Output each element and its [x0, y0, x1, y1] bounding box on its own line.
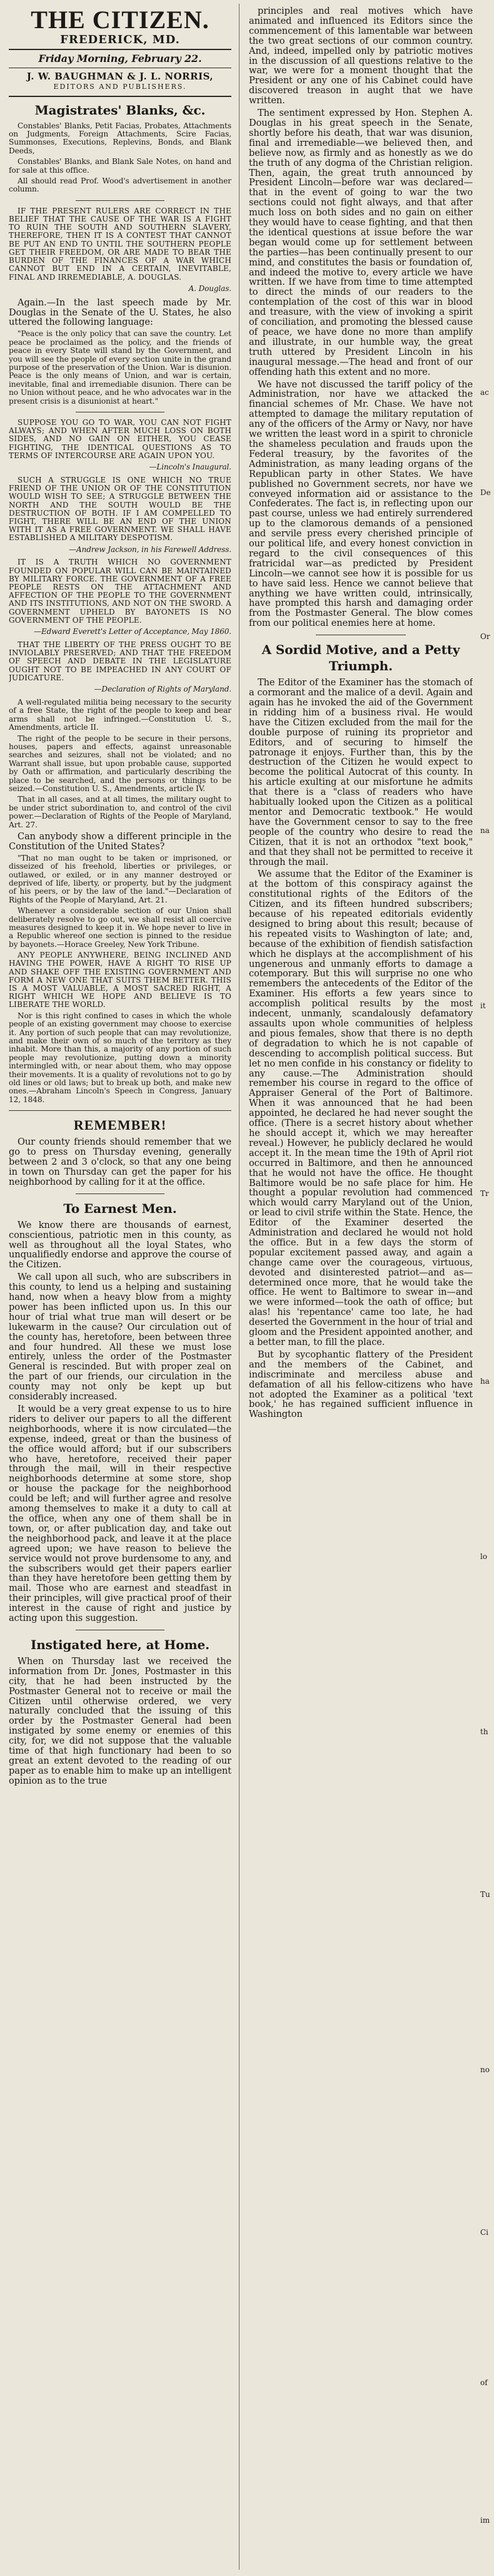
- edge-fragment: ac: [480, 388, 489, 397]
- liberty-press-signature: —Declaration of Rights of Maryland.: [94, 684, 231, 693]
- masthead-rule: [9, 49, 231, 50]
- magistrates-heading: Magistrates' Blanks, &c.: [34, 102, 206, 118]
- freeman-quote: "That no man ought to be taken or imprisoned, or disseized of his freehold, liberties or privileges, or outlawed, or exiled, or in any manner destroyed or deprived of life, liberty, or property, but by the judgment of his peers, or by the law of the land."—Declaration of Rights of the People of Maryland, Art. 21.: [9, 853, 231, 904]
- everett-quote: IT IS A TRUTH WHICH NO GOVERNMENT FOUNDED ON POPULAR WILL CAN BE MAINTAINED BY MILITARY FORCE. THE GOVERNMENT OF A FREE PEOPLE RESTS ON THE ATTACHMENT AND AFFECTION OF THE PEOPLE TO THE GOVERNMENT AND ITS INSTITUTIONS, AND NOT ON THE SWORD. A GOVERNMENT UPHELD BY BAYONETS IS NO GOVERNMENT OF THE PEOPLE.: [9, 558, 231, 625]
- militia-quote: A well-regulated militia being necessary to the security of a free State, the right of the people to keep and bear arms shall not be infringed.—Constitution U. S., Amendments, article II.: [9, 697, 231, 732]
- sordid-heading: A Sordid Motive, and a Petty Triumph.: [261, 642, 460, 674]
- douglas-senate-quote: "Peace is the only policy that can save the country. Let peace be proclaimed as the policy, and the friends of peace in every State will stand by the Government, and you will see the people of every section unite in the grand purpose of the preservation of the Union. War is disunion. Peace is the only means of Union, and war is certain, inevitable, final and irremediable disunion. There can be no Union without peace, and he who advocates war in the present crisis is a disunionist at heart.": [9, 329, 231, 406]
- liberty-press-quote: THAT THE LIBERTY OF THE PRESS OUGHT TO BE INVIOLABLY PRESERVED; AND THAT THE FREEDOM OF SPEECH AND DEBATE IN THE LEGISLATURE OUGHT NOT TO BE IMPEACHED IN ANY COURT OF JUDICATURE.: [9, 640, 231, 682]
- houses-quote: The right of the people to be secure in their persons, houses, papers and effects, against unreasonable searches and seizures, shall not be violated; and no Warrant shall issue, but upon probable cause, supported by Oath or affirmation, and particularly describing the place to be searched, and the persons or things to be seized.—Constitution U. S., Amendments, article IV.: [9, 733, 231, 793]
- lincoln-revolution-body: Nor is this right confined to cases in which the whole people of an existing government may choose to exercise it. Any portion of such people that can may revolutionize, and make their own of so much of the territory as they inhabit. More than this, a majority of any portion of such people may revolutionize, putting down a minority intermingled with, or near about them, who may oppose their movements. It is a quality of revolutions not to go by old lines or old laws; but to break up both, and make new ones.—Abraham Lincoln's Speech in Congress, January 12, 1848.: [9, 1011, 231, 1104]
- military-quote: That in all cases, and at all times, the military ought to be under strict subordination to, and control of the civil power.—Declaration of Rights of the People of Maryland, Art. 27.: [9, 795, 231, 829]
- again-paragraph: Again.—In the last speech made by Mr. Douglas in the Senate of the U. States, he also uttered the following language:: [9, 297, 231, 328]
- edge-fragment: De: [480, 488, 491, 497]
- show-paragraph: Can anybody show a different principle in the Constitution of the United States?: [9, 831, 231, 852]
- remember-body: Our county friends should remember that we go to press on Thursday evening, generally between 2 and 3 o'clock, so that any one being in town on Thursday can get the paper for his neighborhood by calling for it at the office.: [9, 1137, 231, 1187]
- earnest-heading: To Earnest Men.: [63, 1200, 177, 1216]
- masthead: [9, 6, 231, 97]
- edge-fragment: Tr: [480, 1189, 489, 1198]
- wood-note: All should read Prof. Wood's advertisement in another column.: [9, 176, 231, 194]
- edge-fragment: Tu: [480, 1890, 490, 1899]
- divider: [76, 200, 164, 201]
- newspaper-title: THE CITIZEN.: [31, 6, 209, 34]
- douglas-quote: IF THE PRESENT RULERS ARE CORRECT IN THE BELIEF THAT THE CAUSE OF THE WAR IS A FIGHT TO RUIN THE SOUTH AND SOUTHERN SLAVERY, THEREFORE, THEN IT IS A CONTEST THAT CANNOT BE PUT AN END TO UNTIL THE SOUTHERN PEOPLE GET THEIR FREEDOM, OR ARE MADE TO BEAR THE BURDEN OF THE FINANCES OF A WAR WHICH CANNOT BUT END IN A CERTAIN, INEVITABLE, FINAL AND IRREMEDIABLE, A. DOUGLAS.: [9, 206, 231, 282]
- sycophantic-paragraph: But by sycophantic flattery of the President and the members of the Cabinet, and indiscriminate and merciless abuse and defamation of all his fellow-citizens who have not adopted the Examiner as a political 'text book,' he has regained sufficient influence in Washington: [249, 1349, 473, 1420]
- sordid-paragraph-2: We assume that the Editor of the Examiner is at the bottom of this conspiracy against the constitutional rights of the Editors of the Citizen, and its fifteen hundred subscribers; because of his repeated editorials evidently designed to bring about this result; because of his repeated visits to Washington of late; and, because of the exhibition of fiendish satisfaction which he displays at the accomplishment of his ungenerous and unmanly efforts to damage a cotemporary. But this will surprise no one who remembers the antecedents of the Editor of the Examiner. His efforts a few years since to accomplish political results by the most indecent, unmanly, scandalously defamatory assaults upon whole communities of helpless and pious females, show that there is no depth of degradation to which he is not capable of descending to accomplish political success. But let no men confide in his constancy or fidelity to any cause.—The Administration should remember his course in regard to the office of Appraiser General of the Port of Baltimore. When it was announced that he had been appointed, he declared he had never sought the office. (There is a secret history about whether he should accept it, which we may hereafter reveal.) However, he publicly declared he would accept it. In the mean time the 19th of April riot occurred in Baltimore, and then he announced that he would not have the office. He thought Baltimore would be no safe place for him. He thought a popular revolution had commenced which would carry Maryland out of the Union, or lead to civil strife within the State. Hence, the Editor of the Examiner deserted the Administration and declared he would not hold the office. But in a few days the storm of popular excitement passed away, and again a change came over the courageous, virtuous, devoted and disinterested patriot—and as—determined once more, that he would take the office. He went to Baltimore to swear in—and we were informed—took the oath of office; but alas! his 'repentance' came too late, he had deserted the Government in the hour of trial and gloom and the President appointed another, and a better man, to fill the place.: [249, 869, 473, 1347]
- instigated-heading: Instigated here, at Home.: [30, 1637, 210, 1652]
- sentiment-paragraph: The sentiment expressed by Hon. Stephen A. Douglas in his great speech in the Senate, shortly before his death, that war was disunion, final and irremediable—we believed then, and believe now, as firmly and as honestly as we do the truth of any dogma of the Christian religion. Then, again, the great truth announced by President Lincoln—before war was declared—that in the event of going to war the two sections could not fight always, and that after much loss on both sides and no gain on either they would have to cease fighting, and that then the identical questions at issue before the war began would come up for settlement between the parties—has been continually present to our mind, and constitutes the basis or foundation of, and indeed the motive to, every article we have written. If we have from time to time attempted to direct the minds of our readers to the contemplation of the cost of this war in blood and treasure, with the view of invoking a spirit of conciliation, and promoting the blessed cause of peace, we have done no more than amplify and illustrate, in our humble way, the great truth uttered by President Lincoln in his inaugural message.—The head and front of our offending hath this extent and no more.: [249, 108, 473, 377]
- edge-fragment: na: [480, 826, 490, 835]
- magistrates-lead: Constables' Blanks, Petit Facias, Probates, Attachments on Judgments, Foreign Attachments, Scire Facias, Summonses, Executions, Replevins, Bonds, and Blank Deeds,: [9, 121, 231, 155]
- edge-fragment: Or: [480, 632, 490, 641]
- right-column: [249, 6, 473, 1422]
- remember-heading: REMEMBER!: [73, 1117, 167, 1133]
- instigated-body: When on Thursday last we received the information from Dr. Jones, Postmaster in this city, that he had been instructed by the Postmaster General not to receive or mail the Citizen until otherwise ordered, we very naturally concluded that the issuing of this order by the Postmaster General had been instigated by some enemy or enemies of this city, for, we did not suppose that the valuable time of that high functionary had been to so great an extent devoted to the reading of our paper as to enable him to make up an intelligent opinion as to the true: [9, 1655, 231, 1786]
- edge-fragment: of: [480, 2378, 488, 2387]
- edge-fragment: ha: [480, 1377, 490, 1386]
- divider: [9, 1110, 231, 1111]
- sordid-paragraph-1: The Editor of the Examiner has the stomach of a cormorant and the malice of a devil. Again and again has he invoked the aid of the Government in ridding him of a business rival. He would have the Citizen excluded from the mail for the double purpose of ruining its proprietor and Editors, and of securing to himself the patronage it enjoys. Further than, this by the destruction of the Citizen he would expect to become the political Autocrat of this county. In his article exulting at our misfortune he admits that there is a "class of readers who have habitually looked upon the Citizen as a political mentor and Democratic textbook." He would have the Government censor to say to the free people of the country who desire to read the Citizen, that it is not an orthodox "text book," and that they shall not be permitted to receive it through the mail.: [249, 677, 473, 867]
- magistrates-body: Constables' Blanks, and Blank Sale Notes, on hand and for sale at this office.: [9, 157, 231, 175]
- editors-line: EDITORS AND PUBLISHERS.: [53, 82, 187, 91]
- lincoln-revolution-quote: ANY PEOPLE ANYWHERE, BEING INCLINED AND HAVING THE POWER, HAVE A RIGHT TO RISE UP AND SHAKE OFF THE EXISTING GOVERNMENT AND FORM A NEW ONE THAT SUITS THEM BETTER. THIS IS A MOST VALUABLE, A MOST SACRED RIGHT, A RIGHT WHICH WE HOPE AND BELIEVE IS TO LIBERATE THE WORLD.: [9, 951, 231, 1009]
- jackson-quote: SUCH A STRUGGLE IS ONE WHICH NO TRUE FRIEND OF THE UNION OR OF THE CONSTITUTION WOULD WISH TO SEE; A STRUGGLE BETWEEN THE NORTH AND THE SOUTH WOULD BE THE DESTRUCTION OF BOTH. IF I AM COMPELLED TO FIGHT, THERE WILL BE AN END OF THE UNION WITH IT AS A FREE GOVERNMENT. WE SHALL HAVE ESTABLISHED A MILITARY DESPOTISM.: [9, 475, 231, 543]
- masthead-bottom-rule: [9, 96, 231, 97]
- divider: [76, 1193, 164, 1194]
- newspaper-city: FREDERICK, MD.: [60, 33, 180, 46]
- edge-fragment: th: [480, 1727, 488, 1736]
- edge-fragment: it: [480, 1001, 486, 1010]
- opening-paragraph: principles and real motives which have animated and influenced its Editors since the commencement of this lamentable war between the two great sections of our common country. And, indeed, impelled only by patriotic motives in the discussion of all questions relative to the war, we were for a moment thought that the President or any one of his Cabinet could have discovered treason in aught that we have written.: [249, 6, 473, 106]
- publishers: J. W. BAUGHMAN & J. L. NORRIS,: [26, 70, 214, 82]
- edge-fragment: Ci: [480, 2228, 489, 2237]
- inaugural-quote: SUPPOSE YOU GO TO WAR, YOU CAN NOT FIGHT ALWAYS; AND WHEN AFTER MUCH LOSS ON BOTH SIDES, AND NO GAIN ON EITHER, YOU CEASE FIGHTING, THE IDENTICAL QUESTIONS AS TO TERMS OF INTERCOURSE ARE AGAIN UPON YOU.: [9, 417, 231, 460]
- greeley-quote: Whenever a considerable section of our Union shall deliberately resolve to go out, we shall resist all coercive measures designed to keep it in. We hope never to live in a Republic whereof one section is pinned to the residue by bayonets.—Horace Greeley, New York Tribune.: [9, 906, 231, 949]
- everett-signature: —Edward Everett's Letter of Acceptance, May 1860.: [34, 627, 231, 636]
- earnest-paragraph-1: We know there are thousands of earnest, conscientious, patriotic men in this county, as well as throughout all the loyal States, who unqualifiedly endorse and approve the course of the Citizen.: [9, 1219, 231, 1270]
- edge-fragment: lo: [480, 1552, 488, 1561]
- edge-fragment: im: [480, 2516, 490, 2525]
- douglas-signature: A. Douglas.: [188, 284, 231, 293]
- inaugural-signature: —Lincoln's Inaugural.: [149, 463, 231, 471]
- earnest-paragraph-3: It would be a very great expense to us to hire riders to deliver our papers to all the different neighborhoods, where it is now circulated—the expense, indeed, great or than the business of the office would afford; but if our subscribers who have, heretofore, received their paper through the mail, will in their respective neighborhoods determine at some store, shop or house the package for the neighborhood could be left; and will further agree and resolve among themselves to make it a duty to call at the office, when any one of them shall be in town, or, or after publication day, and take out the neighborhood pack, and leave it at the place agreed upon; we have reason to believe the service would not prove burdensome to any, and the subscribers would get their papers earlier than they have heretofore been getting them by mail. Those who are earnest and steadfast in their principles, will give practical proof of their interest in the cause of right and justice by acting upon this suggestion.: [9, 1404, 231, 1624]
- earnest-paragraph-2: We call upon all such, who are subscribers in this county, to lend us a helping and sustaining hand, now when a heavy blow from a mighty power has been inflicted upon us. In this our hour of trial what true man will desert or be lukewarm in the cause? Our circulation out of the county has, heretofore, been between three and four hundred. All these we must lose entirely, unless the order of the Postmaster General is rescinded. But with proper zeal on the part of our friends, our circulation in the county may not only be kept up but considerably increased.: [9, 1272, 231, 1403]
- dateline: Friday Morning, February 22.: [38, 52, 202, 64]
- edge-fragment: no: [480, 2065, 490, 2074]
- jackson-signature: —Andrew Jackson, in his Farewell Address.: [69, 544, 231, 554]
- tariff-paragraph: We have not discussed the tariff policy of the Administration, nor have we attacked the financial schemes of Mr. Chase. We have not attempted to damage the military reputation of any of the officers of the Army or Navy, nor have we written the least word in a spirit to chronicle the shameless peculation and frauds upon the Federal treasury, by the favorites of the Administration, as many leading organs of the Republican party in other States. We have published no Government secrets, nor have we conveyed information aid or assistance to the Confederates. The fact is, in reflecting upon our past course, unless we had entirely surrendered up to the clamorous demands of a pensioned and servile press every cherished principle of our political life, and every honest conviction in regard to the civil consequences of this fratricidal war—as predicted by President Lincoln—we cannot see how it is possible for us to have said less. Hence we cannot believe that anything we have written could, intrinsically, have prompted this harsh and damaging order from the Postmaster General. The blow comes from our political enemies here at home.: [249, 379, 473, 629]
- left-column: [9, 6, 231, 1789]
